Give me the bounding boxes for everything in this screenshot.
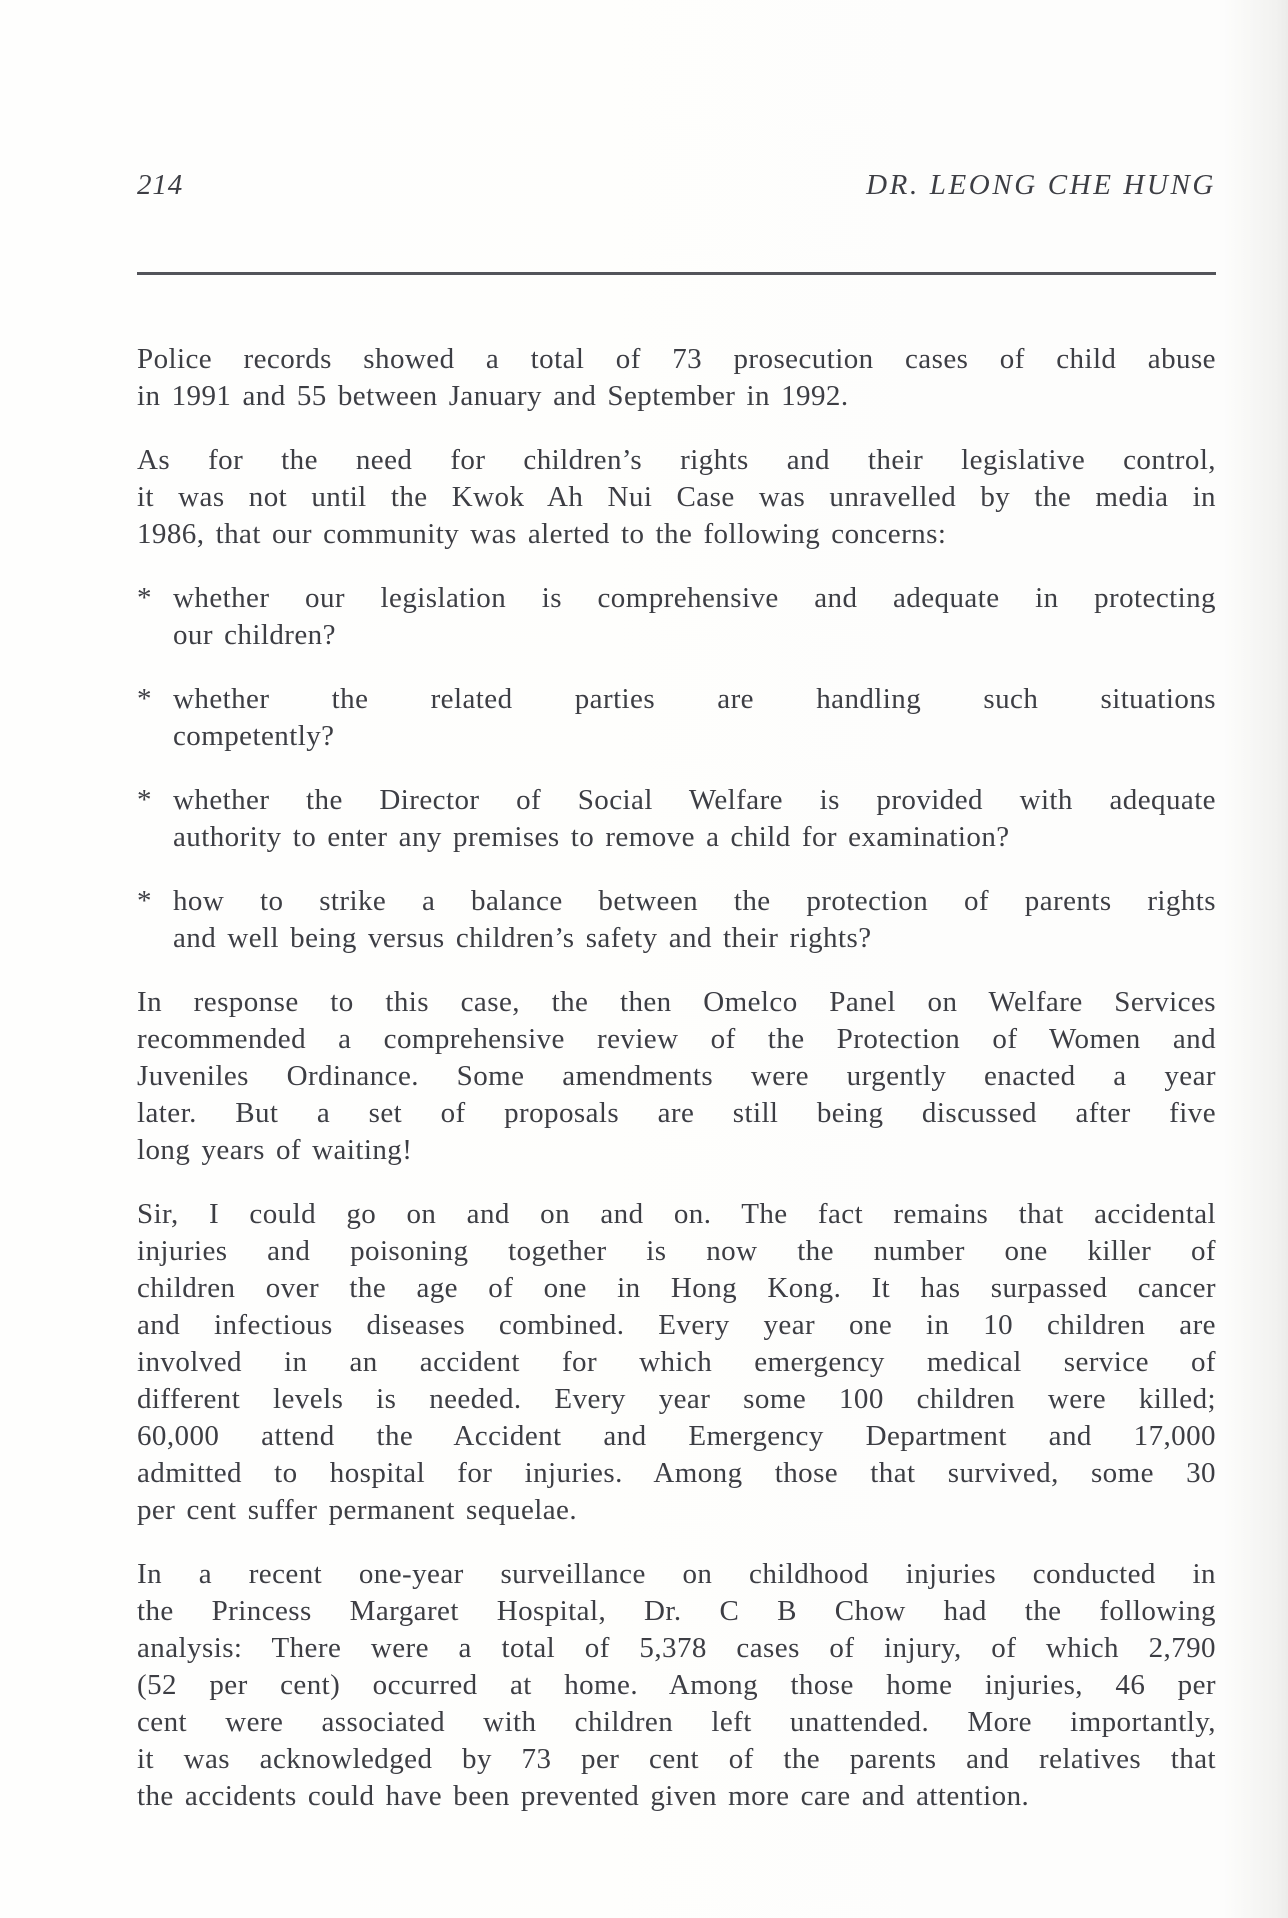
text-line: whether the related parties are handling such situations [173,683,1216,715]
text-line: Juveniles Ordinance. Some amendments were urgently enacted a year [137,1060,1216,1092]
text-line: whether our legislation is comprehensive and adequate in protecting [173,582,1216,614]
text-line: and infectious diseases combined. Every year one in 10 children are [137,1309,1216,1341]
text-line: the accidents could have been prevented given more care and attention. [137,1780,1030,1812]
text-line: different levels is needed. Every year some 100 children were killed; [137,1383,1216,1415]
text-line: our children? [173,619,336,651]
text-line: involved in an accident for which emergency medical service of [137,1346,1216,1378]
text-line: whether the Director of Social Welfare is provided with adequate [173,784,1216,816]
header-rule [137,272,1216,275]
text-line: in 1991 and 55 between January and September in 1992. [137,380,849,412]
bullet-marker: * [137,784,152,816]
text-line: the Princess Margaret Hospital, Dr. C B Chow had the following [137,1595,1216,1627]
text-line: In response to this case, the then Omelco Panel on Welfare Services [137,986,1216,1018]
text-line: it was not until the Kwok Ah Nui Case was unravelled by the media in [137,481,1216,513]
text-line: competently? [173,720,335,752]
text-line: In a recent one-year surveillance on childhood injuries conducted in [137,1558,1216,1590]
bullet-item-director-social-welfare [137,782,1216,856]
paragraph-omelco-panel [137,984,1216,1169]
page-body [137,341,1216,1815]
text-line: authority to enter any premises to remove a child for examination? [173,821,1010,853]
text-line: recommended a comprehensive review of the Protection of Women and [137,1023,1216,1055]
text-line: (52 per cent) occurred at home. Among those home injuries, 46 per [137,1669,1216,1701]
paragraph-surveillance-study [137,1556,1216,1815]
paragraph-childrens-rights [137,442,1216,553]
text-line: analysis: There were a total of 5,378 cases of injury, of which 2,790 [137,1632,1216,1664]
text-line: long years of waiting! [137,1134,413,1166]
paragraph-accidental-injuries [137,1196,1216,1529]
running-title: DR. LEONG CHE HUNG [866,169,1216,201]
page-header [137,168,1216,202]
text-line: how to strike a balance between the protection of parents rights [173,885,1216,917]
text-line: it was acknowledged by 73 per cent of the parents and relatives that [137,1743,1216,1775]
bullet-marker: * [137,885,152,917]
bullet-item-related-parties [137,681,1216,755]
text-line: 1986, that our community was alerted to the following concerns: [137,518,947,550]
bullet-item-balance-rights [137,883,1216,957]
paragraph-police-records [137,341,1216,415]
text-line: cent were associated with children left unattended. More importantly, [137,1706,1216,1738]
text-line: Sir, I could go on and on and on. The fact remains that accidental [137,1198,1216,1230]
text-line: and well being versus children’s safety and their rights? [173,922,872,954]
bullet-marker: * [137,683,152,715]
text-line: admitted to hospital for injuries. Among those that survived, some 30 [137,1457,1216,1489]
text-line: children over the age of one in Hong Kong. It has surpassed cancer [137,1272,1216,1304]
bullet-item-legislation [137,580,1216,654]
text-line: later. But a set of proposals are still being discussed after five [137,1097,1216,1129]
text-line: Police records showed a total of 73 prosecution cases of child abuse [137,343,1216,375]
page-number: 214 [137,169,184,201]
text-line: injuries and poisoning together is now the number one killer of [137,1235,1216,1267]
text-line: per cent suffer permanent sequelae. [137,1494,578,1526]
text-line: 60,000 attend the Accident and Emergency Department and 17,000 [137,1420,1216,1452]
bullet-marker: * [137,582,152,614]
text-line: As for the need for children’s rights and their legislative control, [137,444,1216,476]
